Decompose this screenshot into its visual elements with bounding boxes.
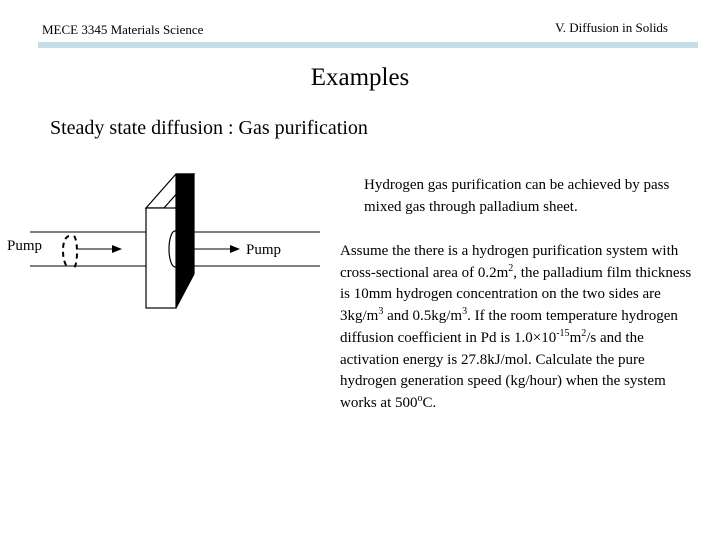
- problem-statement: Assume the there is a hydrogen purification system with cross-sectional area of $0.2m^2$, the palladium film thickness is 10mm hydrogen concentration on the two sides are $3kg/m^3$ and $0.5kg/m^3$. If the room temperature hydrogen diffusion coefficient in Pd is $1.0\times 10^{-15}m^2/s$ and the activation energy is 27.8kJ/mol. Calculate the pure hydrogen generation speed (kg/hour) when the system works at 500$^o$C.: [340, 243, 692, 411]
- course-title: MECE 3345 Materials Science: [42, 22, 204, 37]
- header-rule: [38, 42, 698, 48]
- inlet-arrow: [112, 245, 122, 253]
- pump-left-label: Pump: [7, 238, 43, 254]
- palladium-sheet-side: [176, 174, 194, 308]
- pump-right-label: Pump: [246, 242, 282, 258]
- slide-subtitle: Steady state diffusion : Gas purification: [50, 117, 368, 139]
- purification-diagram: [0, 160, 340, 320]
- palladium-sheet-front: [146, 208, 176, 308]
- slide-title: Examples: [310, 64, 410, 91]
- outlet-arrow: [230, 245, 240, 253]
- purification-note: Hydrogen gas purification can be achieved by pass mixed gas through palladium sheet.: [364, 177, 670, 215]
- chapter-title: V. Diffusion in Solids: [555, 20, 668, 35]
- left-pump-loop: [63, 236, 69, 268]
